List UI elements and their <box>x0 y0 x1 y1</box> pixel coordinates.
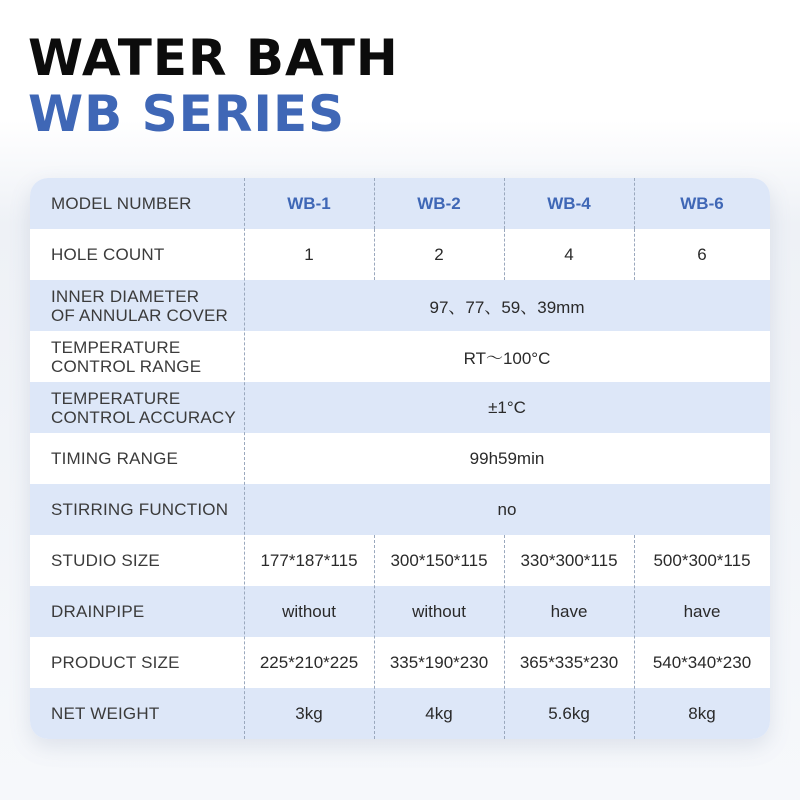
table-cell: 177*187*115 <box>260 550 358 570</box>
page-title: WATER BATH <box>28 29 399 87</box>
table-cell: 6 <box>697 244 707 264</box>
column-divider <box>634 535 635 739</box>
row-label: PRODUCT SIZE <box>51 653 180 672</box>
column-divider <box>504 229 505 280</box>
model-cell: WB-4 <box>547 193 591 213</box>
row-label: INNER DIAMETER OF ANNULAR COVER <box>51 286 229 325</box>
table-cell-merged: 99h59min <box>469 448 545 468</box>
table-cell-merged: no <box>497 499 517 519</box>
table-cell: 4kg <box>425 703 453 723</box>
column-divider <box>244 178 245 739</box>
row-label: TIMING RANGE <box>51 449 179 468</box>
table-cell-merged: 97、77、59、39mm <box>429 298 585 317</box>
table-row <box>30 331 770 382</box>
model-cell: WB-6 <box>680 193 724 213</box>
column-divider <box>504 535 505 739</box>
table-cell: 225*210*225 <box>259 652 359 672</box>
table-row <box>30 280 770 331</box>
table-cell: 5.6kg <box>548 703 590 723</box>
column-divider <box>634 229 635 280</box>
column-divider <box>374 178 375 229</box>
column-divider <box>374 535 375 739</box>
table-row <box>30 229 770 280</box>
table-row <box>30 433 770 484</box>
row-label: DRAINPIPE <box>51 602 145 621</box>
table-cell: 330*300*115 <box>520 550 618 570</box>
row-label: STUDIO SIZE <box>51 551 160 570</box>
table-cell: 4 <box>564 244 574 264</box>
table-cell: 300*150*115 <box>390 550 488 570</box>
table-cell: without <box>282 601 336 621</box>
page-subtitle: WB SERIES <box>28 85 346 143</box>
table-cell-merged: ±1°C <box>488 397 526 417</box>
column-divider <box>634 178 635 229</box>
row-label: TEMPERATURE CONTROL ACCURACY <box>51 388 236 427</box>
table-cell: 540*340*230 <box>652 652 752 672</box>
table-cell: 335*190*230 <box>389 652 489 672</box>
table-cell-merged: RT～100°C <box>463 349 551 368</box>
table-cell: without <box>412 601 466 621</box>
model-cell: WB-1 <box>287 193 331 213</box>
row-label: MODEL NUMBER <box>51 194 192 213</box>
table-row <box>30 637 770 688</box>
row-label: HOLE COUNT <box>51 245 165 264</box>
spec-table <box>30 178 770 739</box>
table-cell: 365*335*230 <box>519 652 619 672</box>
row-label: NET WEIGHT <box>51 704 160 723</box>
table-row <box>30 382 770 433</box>
table-cell: 8kg <box>688 703 716 723</box>
table-row <box>30 535 770 586</box>
table-header-row <box>30 178 770 229</box>
table-cell: 500*300*115 <box>653 550 751 570</box>
column-divider <box>504 178 505 229</box>
table-cell: 2 <box>434 244 444 264</box>
model-cell: WB-2 <box>417 193 461 213</box>
table-row <box>30 586 770 637</box>
table-cell: 3kg <box>295 703 323 723</box>
table-cell: have <box>550 601 588 621</box>
table-cell: have <box>683 601 721 621</box>
table-cell: 1 <box>304 244 314 264</box>
column-divider <box>374 229 375 280</box>
table-row <box>30 688 770 739</box>
row-label: TEMPERATURE CONTROL RANGE <box>51 337 202 376</box>
table-row <box>30 484 770 535</box>
row-label: STIRRING FUNCTION <box>51 500 229 519</box>
